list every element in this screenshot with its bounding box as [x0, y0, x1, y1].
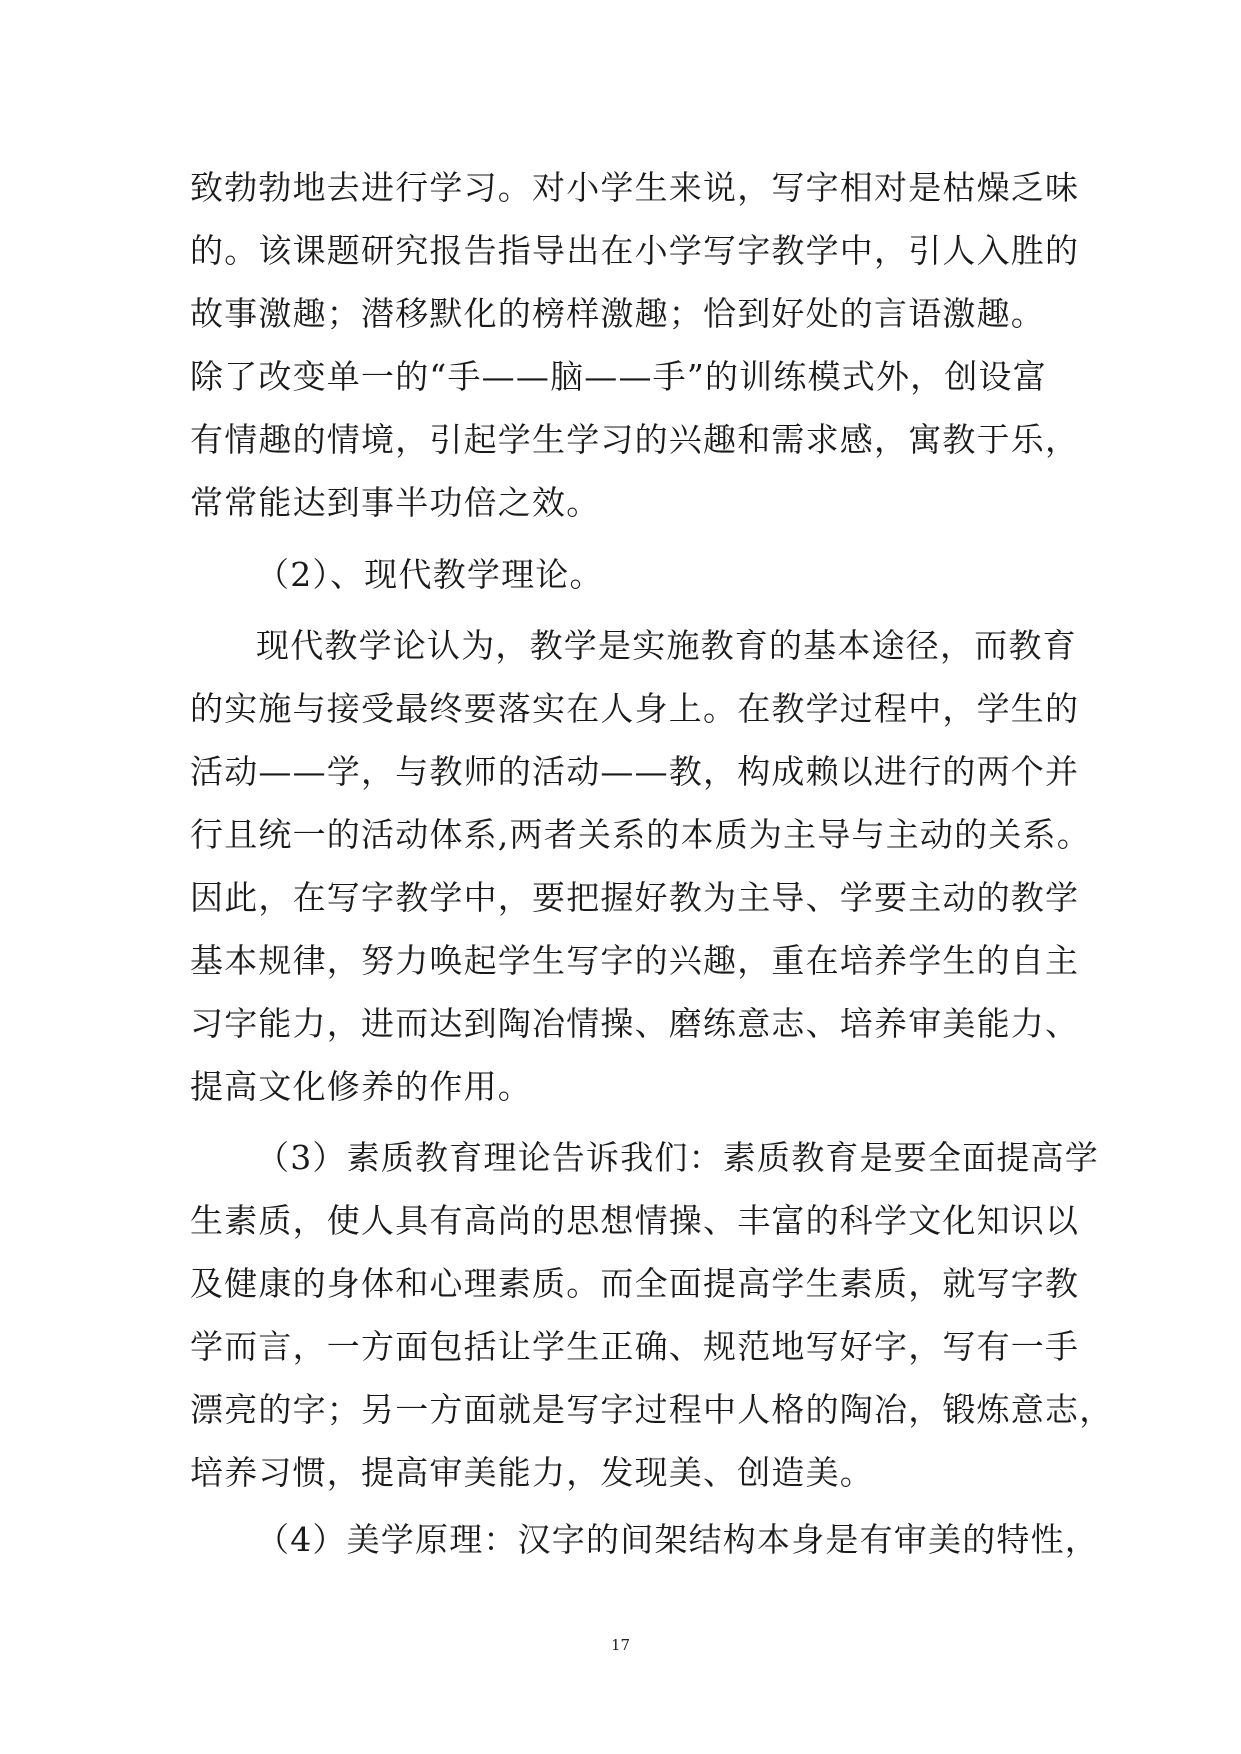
text-line: 的。该课题研究报告指导出在小学写字教学中，引人入胜的: [190, 231, 1080, 270]
text-line: 有情趣的情境，引起学生学习的兴趣和需求感，寓教于乐，: [190, 420, 1080, 459]
text-line: 致勃勃地去进行学习。对小学生来说，写字相对是枯燥乏味: [190, 168, 1080, 207]
text-line: 及健康的身体和心理素质。而全面提高学生素质，就写字教: [190, 1264, 1080, 1303]
text-line: 漂亮的字；另一方面就是写字过程中人格的陶冶，锻炼意志，: [190, 1390, 1114, 1429]
text-line: 行且统一的活动体系,两者关系的本质为主导与主动的关系。: [190, 815, 1091, 854]
text-line: 因此，在写字教学中，要把握好教为主导、学要主动的教学: [190, 878, 1080, 917]
text-line: 故事激趣；潜移默化的榜样激趣；恰到好处的言语激趣。: [190, 294, 1045, 333]
text-line: 常常能达到事半功倍之效。: [190, 483, 601, 522]
text-line: 现代教学论认为，教学是实施教育的基本途径，而教育: [256, 626, 1077, 665]
page-number: 17: [610, 1636, 631, 1654]
text-line: 的实施与接受最终要落实在人身上。在教学过程中，学生的: [190, 689, 1080, 728]
text-line: 习字能力，进而达到陶冶情操、磨练意志、培养审美能力、: [190, 1004, 1080, 1043]
text-line: 基本规律，努力唤起学生写字的兴趣，重在培养学生的自主: [190, 941, 1080, 980]
text-line: 活动——学，与教师的活动——教，构成赖以进行的两个并: [190, 752, 1080, 791]
section-heading: （2）、现代教学理论。: [256, 555, 604, 594]
text-line: 生素质，使人具有高尚的思想情操、丰富的科学文化知识以: [190, 1201, 1080, 1240]
text-line: 提高文化修养的作用。: [190, 1067, 532, 1106]
text-line: 除了改变单一的“手——脑——手”的训练模式外，创设富: [190, 357, 1047, 396]
text-line: （3）素质教育理论告诉我们：素质教育是要全面提高学: [256, 1138, 1099, 1177]
text-line: 学而言，一方面包括让学生正确、规范地写好字，写有一手: [190, 1327, 1080, 1366]
text-line: （4）美学原理：汉字的间架结构本身是有审美的特性，: [256, 1520, 1099, 1559]
text-line: 培养习惯，提高审美能力，发现美、创造美。: [190, 1453, 874, 1492]
